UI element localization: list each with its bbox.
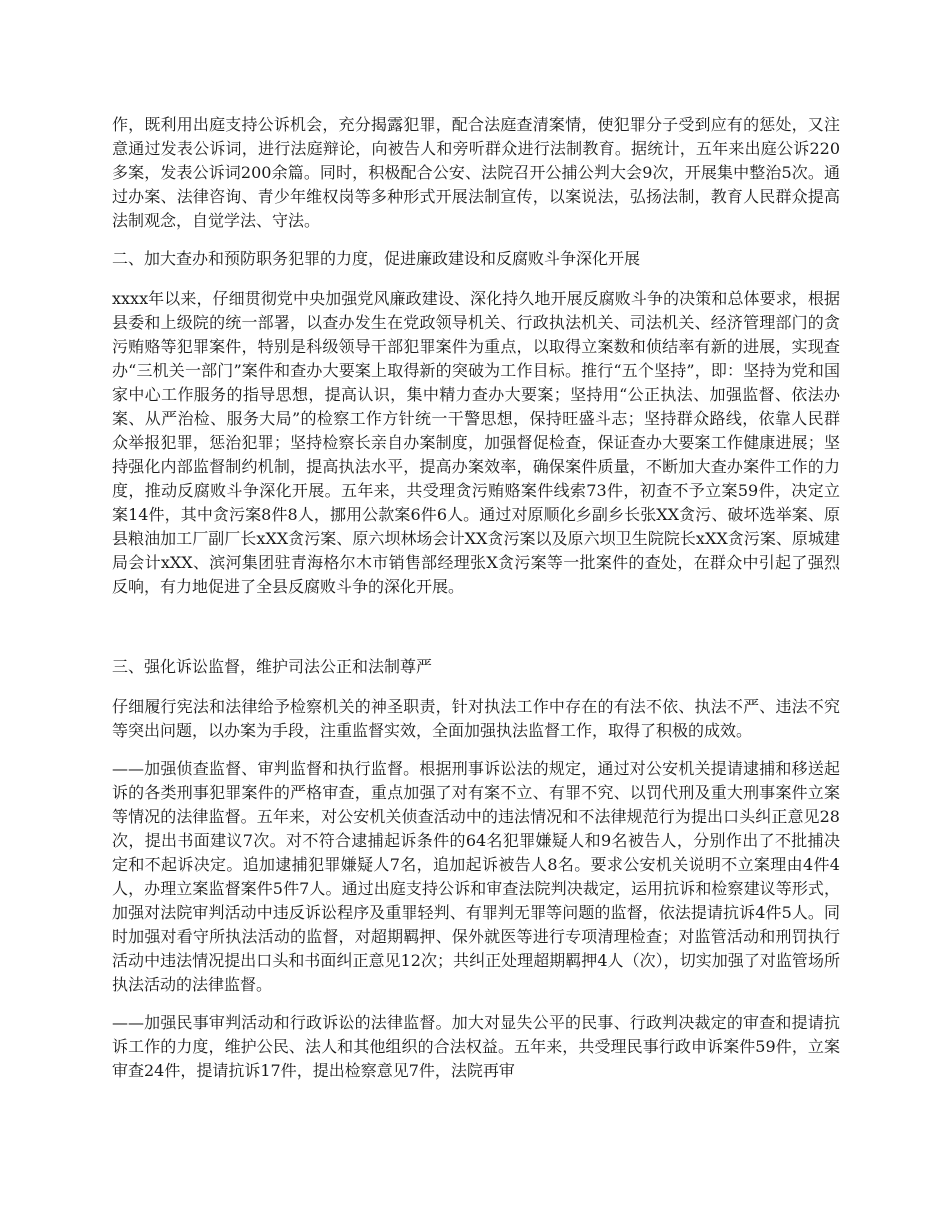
paragraph-supervision-intro: 仔细履行宪法和法律给予检察机关的神圣职责，针对执法工作中存在的有法不依、执法不严、违法不究等突出问题，以办案为手段，注重监督实效，全面加强执法监督工作，取得了积极的成效。 (112, 697, 840, 740)
paragraph-criminal-supervision: ——加强侦查监督、审判监督和执行监督。根据刑事诉讼法的规定，通过对公安机关提请逮捕和移送起诉的各类刑事犯罪案件的严格审查，重点加强了对有案不立、有罪不究、以罚代刑及重大刑事案件立案等情况的法律监督。五年来，对公安机关侦查活动中的违法情况和不法律规范行为提出口头纠正意见28次，提出书面建议7次。对不符合逮捕起诉条件的64名犯罪嫌疑人和9名被告人，分别作出了不批捕决定和不起诉决定。追加逮捕犯罪嫌疑人7名，追加起诉被告人8名。要求公安机关说明不立案理由4件4人，办理立案监督案件5件7人。通过出庭支持公诉和审查法院判决裁定，运用抗诉和检察建议等形式，加强对法院审判活动中违反诉讼程序及重罪轻判、有罪判无罪等问题的监督，依法提请抗诉4件5人。同时加强对看守所执法活动的监督，对超期羁押、保外就医等进行专项清理检查；对监管活动和刑罚执行活动中违法情况提出口头和书面纠正意见12次；共纠正处理超期羁押4人（次），切实加强了对监管场所执法活动的法律监督。 (112, 759, 840, 994)
document-body (112, 113, 840, 1097)
paragraph-civil-supervision: ——加强民事审判活动和行政诉讼的法律监督。加大对显失公平的民事、行政判决裁定的审查和提请抗诉工作的力度，维护公民、法人和其他组织的合法权益。五年来，共受理民事行政申诉案件59件，立案审查24件，提请抗诉17件，提出检察意见7件，法院再审 (112, 1013, 840, 1080)
section-heading-anti-corruption: 二、加大查办和预防职务犯罪的力度，促进廉政建设和反腐败斗争深化开展 (112, 249, 641, 268)
paragraph-anti-corruption: xxxx年以来，仔细贯彻党中央加强党风廉政建设、深化持久地开展反腐败斗争的决策和总体要求，根据县委和上级院的统一部署，以查办发生在党政领导机关、行政执法机关、司法机关、经济管理部门的贪污贿赂等犯罪案件，特别是科级领导干部犯罪案件为重点，以取得立案数和侦结率有新的进展，实现查办“三机关一部门”案件和查办大要案上取得新的突破为工作目标。推行“五个坚持”，即：坚持为党和国家中心工作服务的指导思想，提高认识，集中精力查办大要案；坚持用“公正执法、加强监督、依法办案、从严治检、服务大局”的检察工作方针统一干警思想，保持旺盛斗志；坚持群众路线，依靠人民群众举报犯罪，惩治犯罪；坚持检察长亲自办案制度，加强督促检查，保证查办大要案工作健康进展；坚持强化内部监督制约机制，提高执法水平，提高办案效率，确保案件质量，不断加大查办案件工作的力度，推动反腐败斗争深化开展。五年来，共受理贪污贿赂案件线索73件，初查不予立案59件，决定立案14件，其中贪污案8件8人，挪用公款案6件6人。通过对原顺化乡副乡长张XX贪污、破坏选举案、原县粮油加工厂副厂长xXX贪污案、原六坝林场会计XX贪污案以及原六坝卫生院院长xXX贪污案、原城建局会计xXX、滨河集团驻青海格尔木市销售部经理张X贪污案等一批案件的查处，在群众中引起了强烈反响，有力地促进了全县反腐败斗争的深化开展。 (112, 289, 840, 596)
section-heading-litigation-supervision: 三、强化诉讼监督，维护司法公正和法制尊严 (112, 657, 433, 676)
paragraph-public-prosecution: 作，既利用出庭支持公诉机会，充分揭露犯罪，配合法庭查清案情，使犯罪分子受到应有的惩处，又注意通过发表公诉词，进行法庭辩论，向被告人和旁听群众进行法制教育。据统计，五年来出庭公诉220多案，发表公诉词200余篇。同时，积极配合公安、法院召开公捕公判大会9次，开展集中整治5次。通过办案、法律咨询、青少年维权岗等多种形式开展法制宣传，以案说法，弘扬法制，教育人民群众提高法制观念，自觉学法、守法。 (112, 115, 840, 230)
section-spacer (112, 613, 840, 655)
